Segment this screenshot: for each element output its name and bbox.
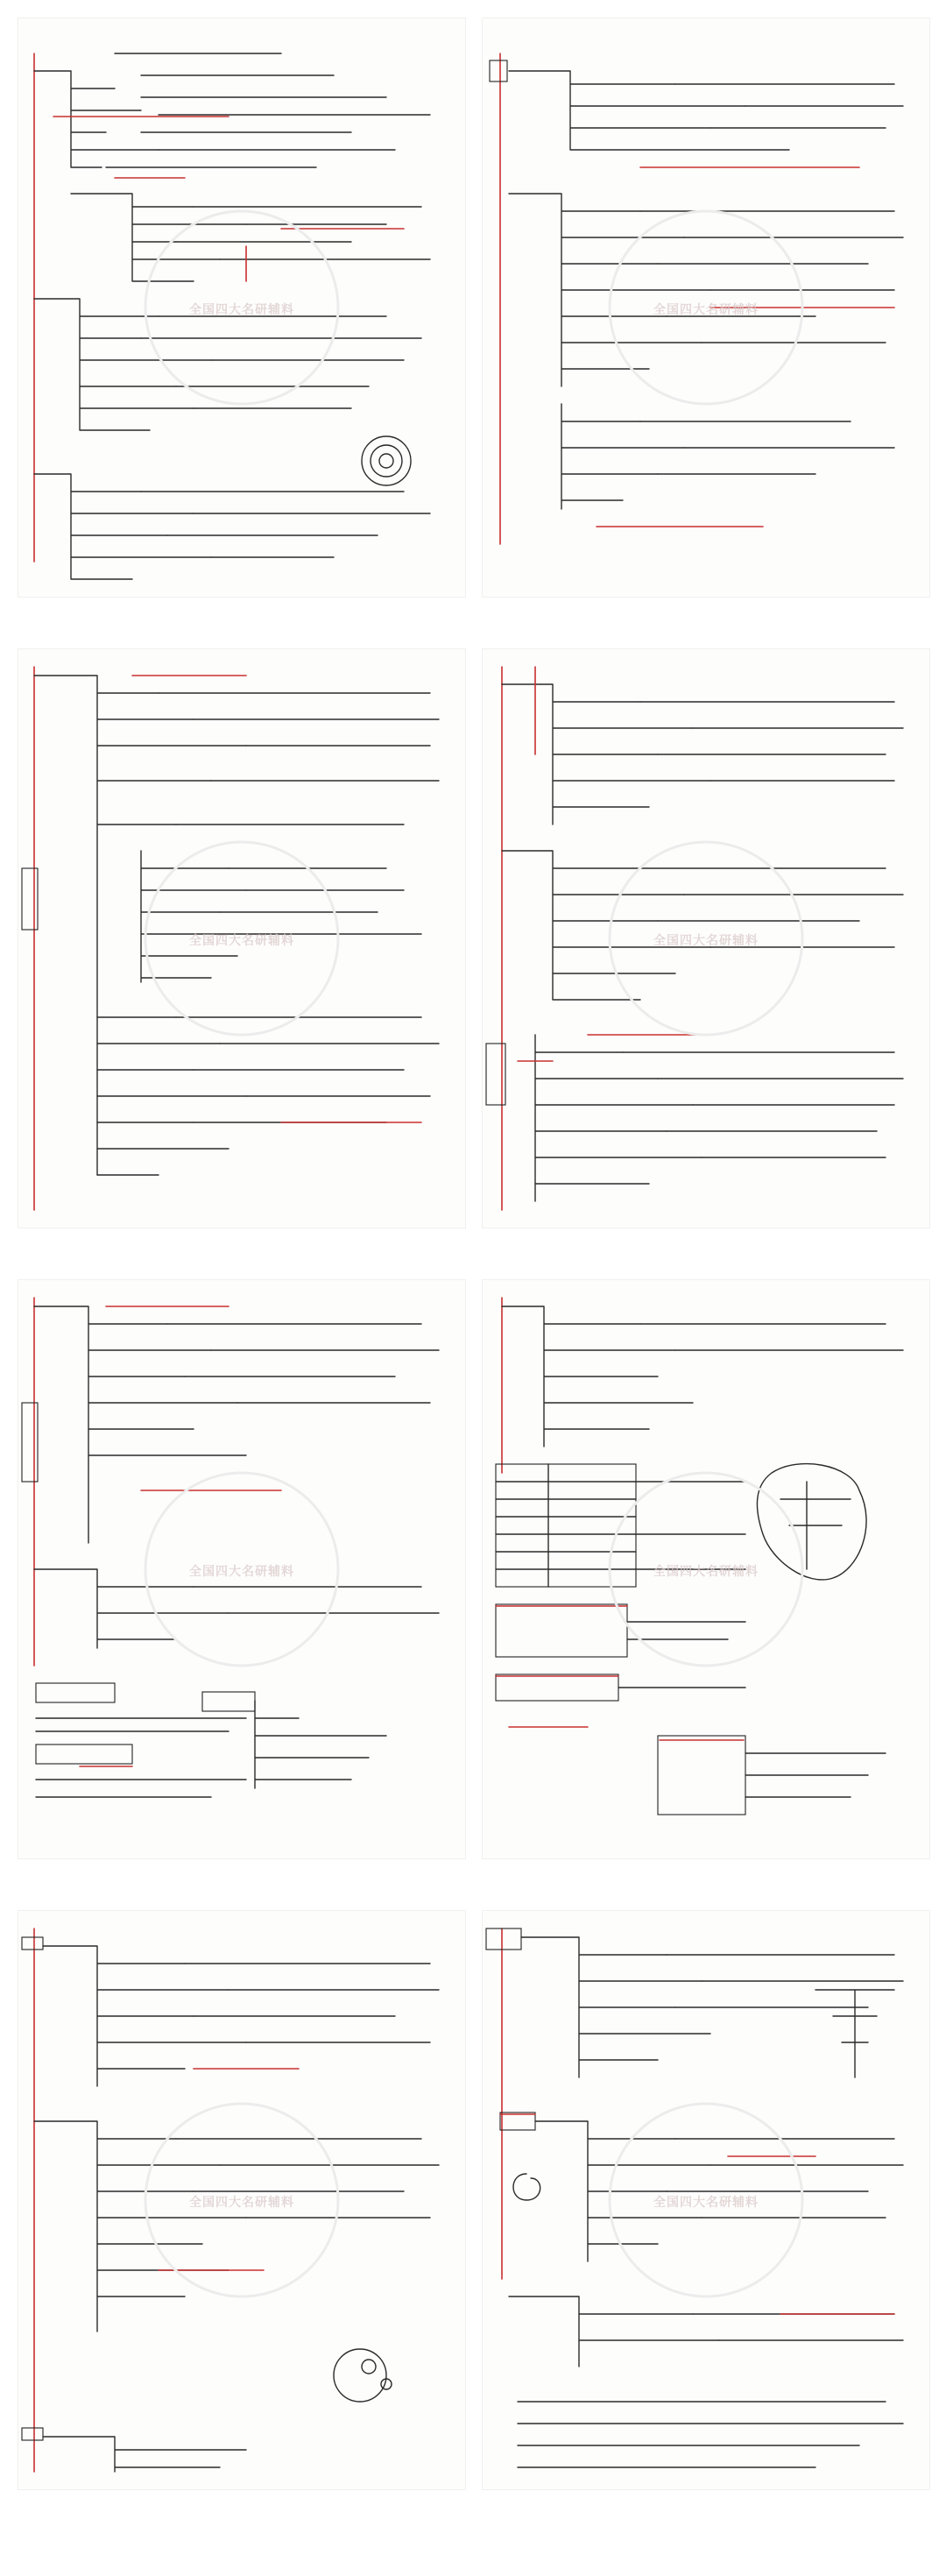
watermark-label: 全国四大名研辅料 xyxy=(189,2196,294,2210)
notes-sheet-2 xyxy=(482,18,930,598)
watermark-label: 全国四大名研辅料 xyxy=(653,2196,759,2210)
watermark-label: 全国四大名研辅料 xyxy=(653,934,759,948)
notes-sheet-4 xyxy=(482,648,930,1228)
notes-sheet-7 xyxy=(18,1910,466,2490)
watermark-label: 全国四大名研辅料 xyxy=(653,303,759,317)
watermark-label: 全国四大名研辅料 xyxy=(189,1565,294,1579)
notes-sheet-1 xyxy=(18,18,466,598)
notes-sheet-5 xyxy=(18,1279,466,1859)
notes-sheet-6 xyxy=(482,1279,930,1859)
watermark-label: 全国四大名研辅料 xyxy=(189,934,294,948)
notes-sheet-3 xyxy=(18,648,466,1228)
watermark-label: 全国四大名研辅料 xyxy=(189,303,294,317)
watermark-label: 全国四大名研辅料 xyxy=(653,1565,759,1579)
notes-sheet-8 xyxy=(482,1910,930,2490)
